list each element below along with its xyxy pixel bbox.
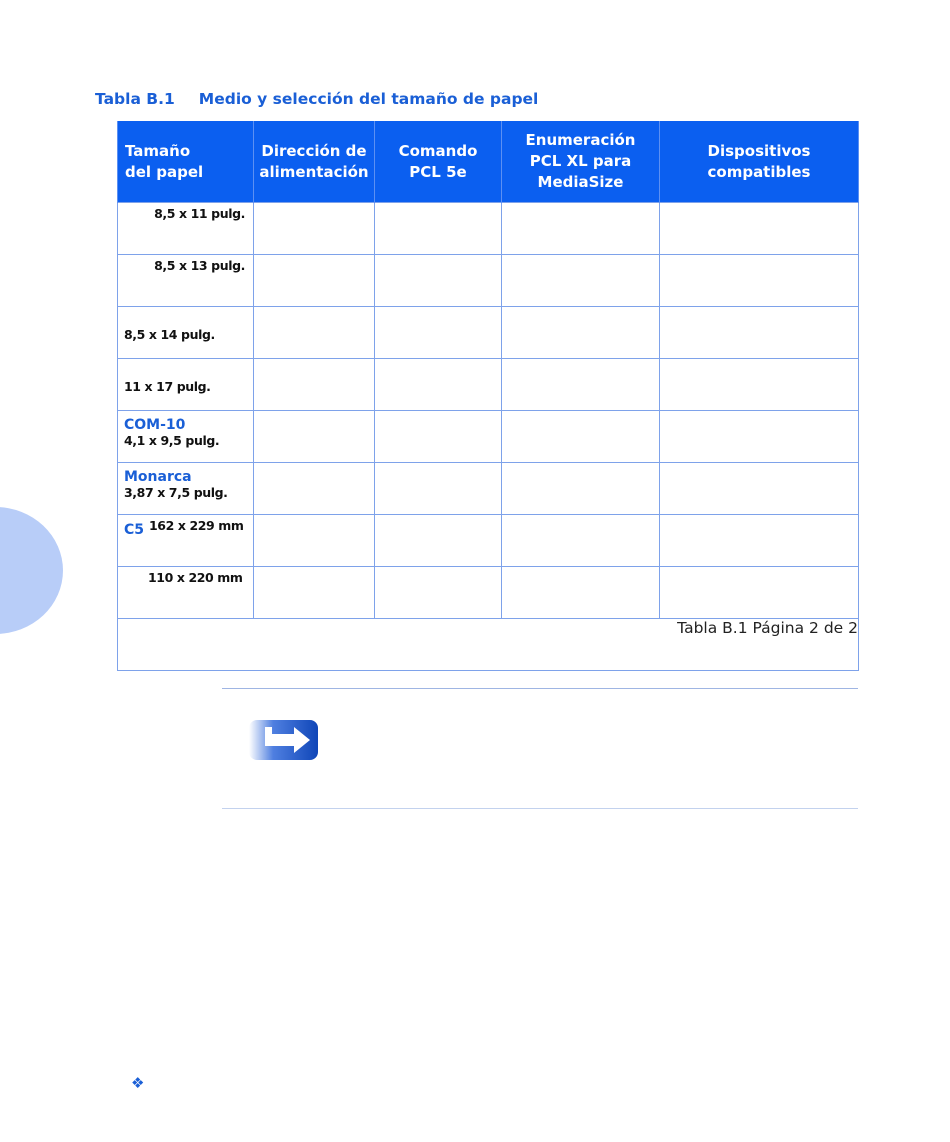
table-cell	[502, 567, 660, 619]
paper-size-cell	[118, 567, 254, 619]
table-cell	[375, 567, 502, 619]
header-feed-direction: Dirección de alimentación	[254, 121, 375, 203]
paper-size-cell	[118, 307, 254, 359]
paper-size-value: 4,1 x 9,5 pulg.	[124, 433, 220, 448]
table-row	[118, 567, 859, 619]
table-cell	[375, 515, 502, 567]
paper-size-cell	[118, 515, 254, 567]
table-cell	[660, 567, 859, 619]
table-header-row	[118, 121, 859, 203]
table-cell	[660, 463, 859, 515]
table-cell	[502, 515, 660, 567]
table-row	[118, 307, 859, 359]
table-caption-label: Tabla B.1	[95, 90, 175, 108]
table-cell	[254, 567, 375, 619]
table-row	[118, 463, 859, 515]
envelope-type-label: Monarca	[124, 469, 192, 485]
note-arrow-icon	[248, 719, 319, 761]
table-cell	[375, 411, 502, 463]
table-cell	[660, 203, 859, 255]
note-bottom-rule	[222, 808, 858, 809]
table-cell	[254, 255, 375, 307]
table-cell	[502, 411, 660, 463]
paper-size-value: 8,5 x 14 pulg.	[124, 327, 215, 342]
paper-size-cell	[118, 255, 254, 307]
table-caption	[95, 90, 538, 108]
table-cell	[660, 255, 859, 307]
table-cell	[502, 307, 660, 359]
paper-size-cell	[118, 411, 254, 463]
table-row	[118, 255, 859, 307]
page-footer-bullet: ❖	[131, 1074, 145, 1092]
table-cell	[502, 255, 660, 307]
table-row	[118, 359, 859, 411]
table-cell	[254, 203, 375, 255]
header-pcl5e-command: Comando PCL 5e	[375, 121, 502, 203]
table-footer-row	[118, 619, 859, 671]
table-cell	[502, 203, 660, 255]
table-cell	[254, 307, 375, 359]
table-cell	[375, 255, 502, 307]
table-cell	[502, 359, 660, 411]
table-cell	[660, 359, 859, 411]
paper-size-value: 8,5 x 13 pulg.	[154, 258, 245, 273]
table-row	[118, 515, 859, 567]
table-cell	[254, 463, 375, 515]
table-cell	[375, 203, 502, 255]
table-cell	[502, 463, 660, 515]
header-paper-size: Tamaño del papel	[118, 121, 254, 203]
table-cell	[375, 307, 502, 359]
table-cell	[254, 515, 375, 567]
paper-size-cell	[118, 463, 254, 515]
envelope-type-label: C5	[124, 522, 145, 538]
table-cell	[254, 411, 375, 463]
paper-size-value: 110 x 220 mm	[148, 570, 243, 585]
paper-size-value: 3,87 x 7,5 pulg.	[124, 485, 228, 500]
paper-size-value: 162 x 229 mm	[149, 518, 244, 533]
envelope-type-label: COM-10	[124, 417, 186, 433]
table-cell	[375, 359, 502, 411]
table-cell	[660, 307, 859, 359]
paper-size-cell	[118, 359, 254, 411]
paper-size-table	[117, 121, 859, 671]
table-page-indicator: Tabla B.1 Página 2 de 2	[118, 619, 859, 671]
table-row	[118, 203, 859, 255]
chapter-side-tab	[0, 507, 63, 634]
table-cell	[254, 359, 375, 411]
paper-size-value: 11 x 17 pulg.	[124, 379, 211, 394]
table-caption-title: Medio y selección del tamaño de papel	[198, 90, 539, 108]
table-row	[118, 411, 859, 463]
table-cell	[660, 515, 859, 567]
paper-size-cell	[118, 203, 254, 255]
table-cell	[375, 463, 502, 515]
note-top-rule	[222, 688, 858, 689]
table-cell	[660, 411, 859, 463]
paper-size-value: 8,5 x 11 pulg.	[154, 206, 245, 221]
header-compatible-devices: Dispositivos compatibles	[660, 121, 859, 203]
header-pclxl-mediasize: Enumeración PCL XL para MediaSize	[502, 121, 660, 203]
